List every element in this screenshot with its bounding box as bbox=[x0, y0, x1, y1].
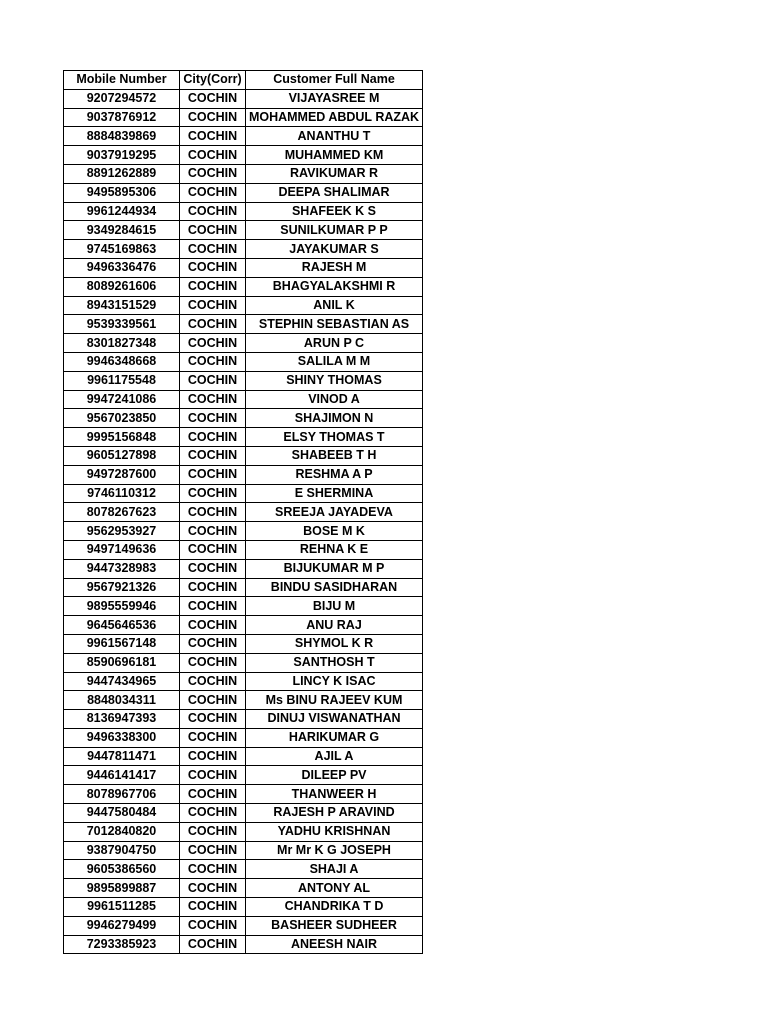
table-row bbox=[64, 672, 423, 691]
mobile-number-cell: 9895559946 bbox=[64, 597, 180, 616]
header-mobile-number: Mobile Number bbox=[64, 71, 180, 90]
table-row bbox=[64, 540, 423, 559]
customer-name-cell: BHAGYALAKSHMI R bbox=[246, 277, 423, 296]
city-cell: COCHIN bbox=[180, 221, 246, 240]
customer-name-cell: STEPHIN SEBASTIAN AS bbox=[246, 315, 423, 334]
customer-name-cell: VINOD A bbox=[246, 390, 423, 409]
city-cell: COCHIN bbox=[180, 691, 246, 710]
customer-name-cell: SUNILKUMAR P P bbox=[246, 221, 423, 240]
table-row bbox=[64, 146, 423, 165]
city-cell: COCHIN bbox=[180, 240, 246, 259]
mobile-number-cell: 9037876912 bbox=[64, 108, 180, 127]
city-cell: COCHIN bbox=[180, 728, 246, 747]
customer-name-cell: MOHAMMED ABDUL RAZAK bbox=[246, 108, 423, 127]
mobile-number-cell: 9961175548 bbox=[64, 371, 180, 390]
city-cell: COCHIN bbox=[180, 409, 246, 428]
customer-name-cell: ANIL K bbox=[246, 296, 423, 315]
table-row bbox=[64, 183, 423, 202]
mobile-number-cell: 9447811471 bbox=[64, 747, 180, 766]
mobile-number-cell: 9745169863 bbox=[64, 240, 180, 259]
table-row bbox=[64, 164, 423, 183]
table-row bbox=[64, 822, 423, 841]
customer-name-cell: ELSY THOMAS T bbox=[246, 428, 423, 447]
mobile-number-cell: 9961244934 bbox=[64, 202, 180, 221]
mobile-number-cell: 9946348668 bbox=[64, 352, 180, 371]
table-row bbox=[64, 578, 423, 597]
mobile-number-cell: 8884839869 bbox=[64, 127, 180, 146]
table-row bbox=[64, 597, 423, 616]
mobile-number-cell: 9567023850 bbox=[64, 409, 180, 428]
city-cell: COCHIN bbox=[180, 804, 246, 823]
mobile-number-cell: 9037919295 bbox=[64, 146, 180, 165]
customer-name-cell: BIJU M bbox=[246, 597, 423, 616]
mobile-number-cell: 9497149636 bbox=[64, 540, 180, 559]
table-row bbox=[64, 484, 423, 503]
customer-name-cell: CHANDRIKA T D bbox=[246, 898, 423, 917]
table-row bbox=[64, 879, 423, 898]
table-row bbox=[64, 127, 423, 146]
customer-name-cell: ANANTHU T bbox=[246, 127, 423, 146]
city-cell: COCHIN bbox=[180, 371, 246, 390]
city-cell: COCHIN bbox=[180, 484, 246, 503]
mobile-number-cell: 9947241086 bbox=[64, 390, 180, 409]
mobile-number-cell: 9961511285 bbox=[64, 898, 180, 917]
mobile-number-cell: 9447328983 bbox=[64, 559, 180, 578]
customer-name-cell: Mr Mr K G JOSEPH bbox=[246, 841, 423, 860]
mobile-number-cell: 7012840820 bbox=[64, 822, 180, 841]
city-cell: COCHIN bbox=[180, 898, 246, 917]
city-cell: COCHIN bbox=[180, 597, 246, 616]
city-cell: COCHIN bbox=[180, 315, 246, 334]
table-row bbox=[64, 728, 423, 747]
customer-name-cell: SHINY THOMAS bbox=[246, 371, 423, 390]
table-row bbox=[64, 785, 423, 804]
mobile-number-cell: 7293385923 bbox=[64, 935, 180, 954]
mobile-number-cell: 8943151529 bbox=[64, 296, 180, 315]
city-cell: COCHIN bbox=[180, 89, 246, 108]
customer-name-cell: THANWEER H bbox=[246, 785, 423, 804]
customer-name-cell: DILEEP PV bbox=[246, 766, 423, 785]
city-cell: COCHIN bbox=[180, 503, 246, 522]
city-cell: COCHIN bbox=[180, 634, 246, 653]
city-cell: COCHIN bbox=[180, 146, 246, 165]
customer-name-cell: BASHEER SUDHEER bbox=[246, 916, 423, 935]
customer-name-cell: RAJESH M bbox=[246, 258, 423, 277]
header-city: City(Corr) bbox=[180, 71, 246, 90]
customer-name-cell: Ms BINU RAJEEV KUM bbox=[246, 691, 423, 710]
customer-name-cell: HARIKUMAR G bbox=[246, 728, 423, 747]
table-row bbox=[64, 296, 423, 315]
mobile-number-cell: 8136947393 bbox=[64, 710, 180, 729]
customer-name-cell: SHYMOL K R bbox=[246, 634, 423, 653]
city-cell: COCHIN bbox=[180, 108, 246, 127]
mobile-number-cell: 9495895306 bbox=[64, 183, 180, 202]
city-cell: COCHIN bbox=[180, 277, 246, 296]
customer-name-cell: ANTONY AL bbox=[246, 879, 423, 898]
customer-name-cell: ANEESH NAIR bbox=[246, 935, 423, 954]
city-cell: COCHIN bbox=[180, 766, 246, 785]
table-row bbox=[64, 710, 423, 729]
city-cell: COCHIN bbox=[180, 822, 246, 841]
city-cell: COCHIN bbox=[180, 183, 246, 202]
table-row bbox=[64, 916, 423, 935]
customer-name-cell: YADHU KRISHNAN bbox=[246, 822, 423, 841]
table-row bbox=[64, 465, 423, 484]
mobile-number-cell: 8089261606 bbox=[64, 277, 180, 296]
table-row bbox=[64, 277, 423, 296]
table-row bbox=[64, 747, 423, 766]
mobile-number-cell: 9447580484 bbox=[64, 804, 180, 823]
city-cell: COCHIN bbox=[180, 860, 246, 879]
city-cell: COCHIN bbox=[180, 428, 246, 447]
table-row bbox=[64, 221, 423, 240]
mobile-number-cell: 9446141417 bbox=[64, 766, 180, 785]
city-cell: COCHIN bbox=[180, 540, 246, 559]
mobile-number-cell: 9496338300 bbox=[64, 728, 180, 747]
header-row bbox=[64, 71, 423, 90]
city-cell: COCHIN bbox=[180, 296, 246, 315]
customer-name-cell: LINCY K ISAC bbox=[246, 672, 423, 691]
header-customer-full-name: Customer Full Name bbox=[246, 71, 423, 90]
table-row bbox=[64, 503, 423, 522]
table-row bbox=[64, 315, 423, 334]
city-cell: COCHIN bbox=[180, 446, 246, 465]
customer-name-cell: SANTHOSH T bbox=[246, 653, 423, 672]
city-cell: COCHIN bbox=[180, 578, 246, 597]
customer-name-cell: SALILA M M bbox=[246, 352, 423, 371]
city-cell: COCHIN bbox=[180, 334, 246, 353]
mobile-number-cell: 9946279499 bbox=[64, 916, 180, 935]
customer-name-cell: DEEPA SHALIMAR bbox=[246, 183, 423, 202]
mobile-number-cell: 9995156848 bbox=[64, 428, 180, 447]
mobile-number-cell: 9497287600 bbox=[64, 465, 180, 484]
mobile-number-cell: 8301827348 bbox=[64, 334, 180, 353]
customer-name-cell: SHAFEEK K S bbox=[246, 202, 423, 221]
table-row bbox=[64, 559, 423, 578]
customer-name-cell: BOSE M K bbox=[246, 522, 423, 541]
table-row bbox=[64, 935, 423, 954]
mobile-number-cell: 9605127898 bbox=[64, 446, 180, 465]
city-cell: COCHIN bbox=[180, 785, 246, 804]
mobile-number-cell: 9645646536 bbox=[64, 616, 180, 635]
mobile-number-cell: 9746110312 bbox=[64, 484, 180, 503]
customer-name-cell: BINDU SASIDHARAN bbox=[246, 578, 423, 597]
table-row bbox=[64, 691, 423, 710]
mobile-number-cell: 8590696181 bbox=[64, 653, 180, 672]
table-row bbox=[64, 390, 423, 409]
customer-name-cell: E SHERMINA bbox=[246, 484, 423, 503]
table-row bbox=[64, 409, 423, 428]
customer-name-cell: SHAJI A bbox=[246, 860, 423, 879]
city-cell: COCHIN bbox=[180, 465, 246, 484]
mobile-number-cell: 8078267623 bbox=[64, 503, 180, 522]
table-row bbox=[64, 860, 423, 879]
table-row bbox=[64, 804, 423, 823]
city-cell: COCHIN bbox=[180, 916, 246, 935]
mobile-number-cell: 9387904750 bbox=[64, 841, 180, 860]
customer-name-cell: ARUN P C bbox=[246, 334, 423, 353]
customer-name-cell: JAYAKUMAR S bbox=[246, 240, 423, 259]
city-cell: COCHIN bbox=[180, 559, 246, 578]
table-row bbox=[64, 89, 423, 108]
table-row bbox=[64, 428, 423, 447]
table-row bbox=[64, 616, 423, 635]
city-cell: COCHIN bbox=[180, 616, 246, 635]
mobile-number-cell: 9562953927 bbox=[64, 522, 180, 541]
table-row bbox=[64, 634, 423, 653]
table-row bbox=[64, 841, 423, 860]
city-cell: COCHIN bbox=[180, 879, 246, 898]
table-row bbox=[64, 653, 423, 672]
table-row bbox=[64, 522, 423, 541]
city-cell: COCHIN bbox=[180, 127, 246, 146]
mobile-number-cell: 9207294572 bbox=[64, 89, 180, 108]
city-cell: COCHIN bbox=[180, 352, 246, 371]
mobile-number-cell: 9539339561 bbox=[64, 315, 180, 334]
customer-name-cell: VIJAYASREE M bbox=[246, 89, 423, 108]
mobile-number-cell: 9605386560 bbox=[64, 860, 180, 879]
city-cell: COCHIN bbox=[180, 390, 246, 409]
table-row bbox=[64, 352, 423, 371]
table-row bbox=[64, 371, 423, 390]
customer-name-cell: REHNA K E bbox=[246, 540, 423, 559]
mobile-number-cell: 9961567148 bbox=[64, 634, 180, 653]
customer-name-cell: SREEJA JAYADEVA bbox=[246, 503, 423, 522]
customer-name-cell: ANU RAJ bbox=[246, 616, 423, 635]
mobile-number-cell: 9447434965 bbox=[64, 672, 180, 691]
mobile-number-cell: 9349284615 bbox=[64, 221, 180, 240]
mobile-number-cell: 9895899887 bbox=[64, 879, 180, 898]
table-row bbox=[64, 258, 423, 277]
mobile-number-cell: 9567921326 bbox=[64, 578, 180, 597]
city-cell: COCHIN bbox=[180, 935, 246, 954]
city-cell: COCHIN bbox=[180, 202, 246, 221]
table-row bbox=[64, 240, 423, 259]
table-row bbox=[64, 446, 423, 465]
city-cell: COCHIN bbox=[180, 747, 246, 766]
mobile-number-cell: 8078967706 bbox=[64, 785, 180, 804]
table-row bbox=[64, 766, 423, 785]
city-cell: COCHIN bbox=[180, 653, 246, 672]
customer-name-cell: SHAJIMON N bbox=[246, 409, 423, 428]
table-row bbox=[64, 202, 423, 221]
customer-name-cell: DINUJ VISWANATHAN bbox=[246, 710, 423, 729]
city-cell: COCHIN bbox=[180, 841, 246, 860]
city-cell: COCHIN bbox=[180, 258, 246, 277]
customer-table bbox=[63, 70, 423, 954]
city-cell: COCHIN bbox=[180, 522, 246, 541]
city-cell: COCHIN bbox=[180, 710, 246, 729]
table-row bbox=[64, 898, 423, 917]
customer-name-cell: RAVIKUMAR R bbox=[246, 164, 423, 183]
table-row bbox=[64, 334, 423, 353]
customer-name-cell: SHABEEB T H bbox=[246, 446, 423, 465]
customer-name-cell: BIJUKUMAR M P bbox=[246, 559, 423, 578]
mobile-number-cell: 8891262889 bbox=[64, 164, 180, 183]
customer-name-cell: MUHAMMED KM bbox=[246, 146, 423, 165]
mobile-number-cell: 8848034311 bbox=[64, 691, 180, 710]
mobile-number-cell: 9496336476 bbox=[64, 258, 180, 277]
city-cell: COCHIN bbox=[180, 164, 246, 183]
table-row bbox=[64, 108, 423, 127]
city-cell: COCHIN bbox=[180, 672, 246, 691]
customer-name-cell: AJIL A bbox=[246, 747, 423, 766]
customer-name-cell: RAJESH P ARAVIND bbox=[246, 804, 423, 823]
customer-name-cell: RESHMA A P bbox=[246, 465, 423, 484]
